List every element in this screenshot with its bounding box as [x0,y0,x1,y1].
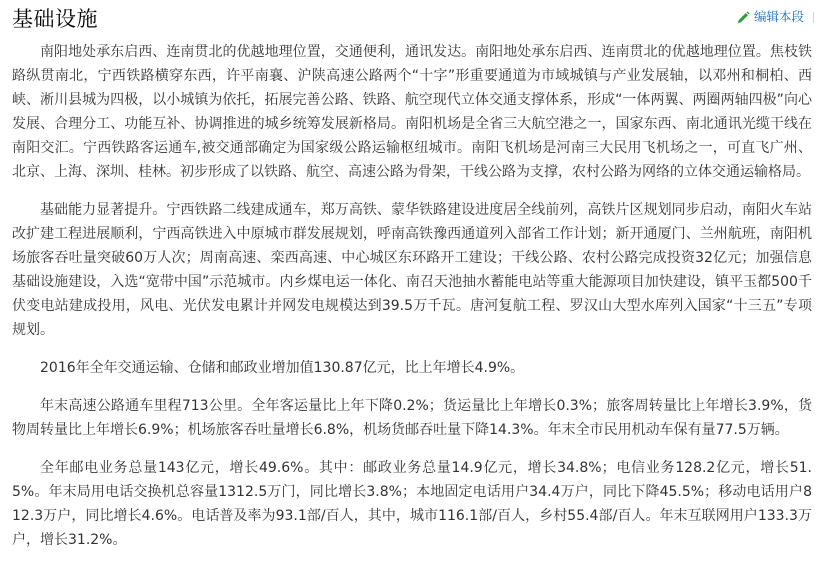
edit-section-button[interactable] [737,8,814,26]
paragraph-overview: 南阳地处承东启西、连南贯北的优越地理位置，交通便利，通讯发达。南阳地处承东启西、连南贯北的优越地理位置。焦枝铁路纵贯南北，宁西铁路横穿东西，许平南襄、沪陕高速公路两个“十字”形重要通道为市域城镇与产业发展轴，以邓州和桐柏、西峡、淅川县城为四极，以小城镇为依托，拓展完善公路、铁路、航空现代立体交通支撑体系，形成“一体两翼、两圈两轴四极”向心发展、合理分工、功能互补、协调推进的城乡统筹发展新格局。南阳机场是全省三大航空港之一，国家东西、南北通讯光缆干线在南阳交汇。宁西铁路客运通车,被交通部确定为国家级公路运输枢纽城市。南阳飞机场是河南三大民用飞机场之一，可直飞广州、北京、上海、深圳、桂林。初步形成了以铁路、航空、高速公路为骨架，干线公路为支撑，农村公路为网络的立体交通运输格局。 [12,44,812,180]
paragraph-capacity: 基础能力显著提升。宁西铁路二线建成通车，郑万高铁、蒙华铁路建设进度居全线前列，高铁片区规划同步启动，南阳火车站改扩建工程进展顺利，宁西高铁进入中原城市群发展规划，呼南高铁豫西通道列入部省工作计划；新开通厦门、兰州航班，南阳机场旅客吞吐量突破60万人次；周南高速、栾西高速、中心城区东环路开工建设；干线公路、农村公路完成投资32亿元；加强信息基础设施建设，入选“宽带中国”示范城市。内乡煤电运一体化、南召天池抽水蓄能电站等重大能源项目加快建设，镇平玉都500千伏变电站建成投用，风电、光伏发电累计并网发电规模达到39.5万千瓦。唐河复航工程、罗汉山大型水库列入国家“十三五”专项规划。 [12,202,812,338]
paragraph-transport-stats: 年末高速公路通车里程713公里。全年客运量比上年下降0.2%；货运量比上年增长0.3%；旅客周转量比上年增长3.9%，货物周转量比上年增长6.9%；机场旅客吞吐量增长6.8%，机场货邮吞吐量下降14.3%。年末全市民用机动车保有量77.5万辆。 [12,398,812,438]
section-title: 基础设施 [12,7,98,31]
section-header [0,0,823,38]
section-body [12,40,812,566]
paragraph-transport-value: 2016年全年交通运输、仓储和邮政业增加值130.87亿元，比上年增长4.9%。 [40,360,525,376]
edit-section-label: 编辑本段 [753,9,804,24]
paragraph-telecom-stats: 全年邮电业务总量143亿元，增长49.6%。其中：邮政业务总量14.9亿元，增长34.8%；电信业务128.2亿元，增长51.5%。年末局用电话交换机总容量1312.5万门，同比增长3.8%；本地固定电话用户34.4万户，同比下降45.5%；移动电话用户812.3万户，同比增长4.6%。电话普及率为93.1部/百人，其中，城市116.1部/百人，乡村55.4部/百人。年末互联网用户133.3万户，增长31.2%。 [12,460,812,548]
divider [813,12,814,23]
pencil-icon [737,11,754,24]
